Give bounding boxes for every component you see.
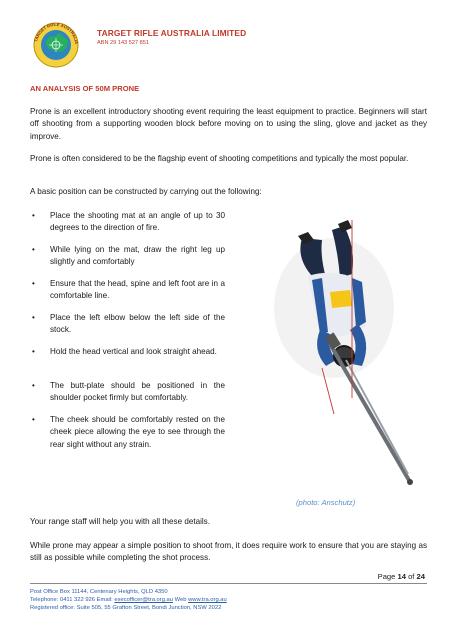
footer-phone: Telephone: 0411 322 926 <box>30 597 96 603</box>
page-number-sep: of <box>408 572 415 581</box>
tra-crest-logo-icon <box>28 19 84 69</box>
list-item-text: Ensure that the head, spine and left foot are in a comfortable line. <box>50 279 225 301</box>
prone-shooter-photo <box>234 218 430 498</box>
page-number <box>378 572 425 581</box>
flagship-paragraph: Prone is often considered to be the flagship event of shooting competitions and typically the most popular. <box>30 154 409 163</box>
footer-postal-address: Post Office Box 11144, Centenary Heights, QLD 4350 <box>30 589 168 595</box>
list-item-text: Place the left elbow below the left side of the stock. <box>50 313 225 335</box>
list-item <box>30 414 225 470</box>
page-number-prefix: Page <box>377 572 396 581</box>
prone-shooter-illustration <box>234 218 430 498</box>
footer <box>30 588 227 612</box>
bullet-glyph: • <box>32 415 35 424</box>
bullet-glyph: • <box>32 313 35 322</box>
list-item-text: Hold the head vertical and look straight ahead. <box>50 347 217 356</box>
position-steps-list <box>30 210 225 470</box>
tra-logo <box>28 19 84 69</box>
list-item <box>30 244 225 278</box>
list-item <box>30 346 225 380</box>
footer-registered-office: Registered office: Suite 505, 55 Grafton Street, Bondi Junction, NSW 2022 <box>30 605 222 611</box>
bullet-glyph: • <box>32 245 35 254</box>
list-item <box>30 278 225 312</box>
footer-email-link[interactable]: execofficer@tra.org.au <box>114 597 173 603</box>
list-item <box>30 210 225 244</box>
footer-contact-line <box>30 596 227 604</box>
bullet-glyph: • <box>32 381 35 390</box>
footer-web-label: Web <box>174 597 187 603</box>
range-staff-paragraph: Your range staff will help you with all these details. <box>30 517 210 526</box>
list-item-text: While lying on the mat, draw the right leg up slightly and comfortably <box>50 245 225 267</box>
photo-credit: (photo: Anschutz) <box>296 498 356 507</box>
page-number-current: 14 <box>397 572 406 581</box>
footer-email-label: Email: <box>96 597 113 603</box>
page-number-total: 24 <box>416 572 425 581</box>
list-item <box>30 380 225 414</box>
bullet-glyph: • <box>32 211 35 220</box>
list-item-text: The butt-plate should be positioned in the shoulder pocket firmly but comfortably. <box>50 381 225 403</box>
list-item <box>30 312 225 346</box>
closing-paragraph: While prone may appear a simple position to shoot from, it does require work to ensure that you are staying as still as possible while completing the shot process. <box>30 541 427 563</box>
list-item-text: Place the shooting mat at an angle of up to 30 degrees to the direction of fire. <box>50 211 225 233</box>
lead-in-paragraph: A basic position can be constructed by carrying out the following: <box>30 187 262 196</box>
intro-paragraph: Prone is an excellent introductory shooting event requiring the least equipment to practice. Beginners will start off shooting from a supporting wooden block before moving on to using the sling, glove and jacket as they improve. <box>30 107 427 141</box>
list-item-text: The cheek should be comfortably rested on the cheek piece allowing the eye to see through the rear sight without any strain. <box>50 415 225 449</box>
logo-arc-text: TARGET RIFLE AUSTRALIA <box>33 21 80 45</box>
footer-divider <box>30 583 427 584</box>
org-abn: ABN 29 143 527 851 <box>97 40 149 46</box>
section-title: AN ANALYSIS OF 50M PRONE <box>30 84 140 93</box>
footer-web-link[interactable]: www.tra.org.au <box>188 597 227 603</box>
bullet-glyph: • <box>32 347 35 356</box>
bullet-glyph: • <box>32 279 35 288</box>
org-name: TARGET RIFLE AUSTRALIA LIMITED <box>97 28 247 38</box>
